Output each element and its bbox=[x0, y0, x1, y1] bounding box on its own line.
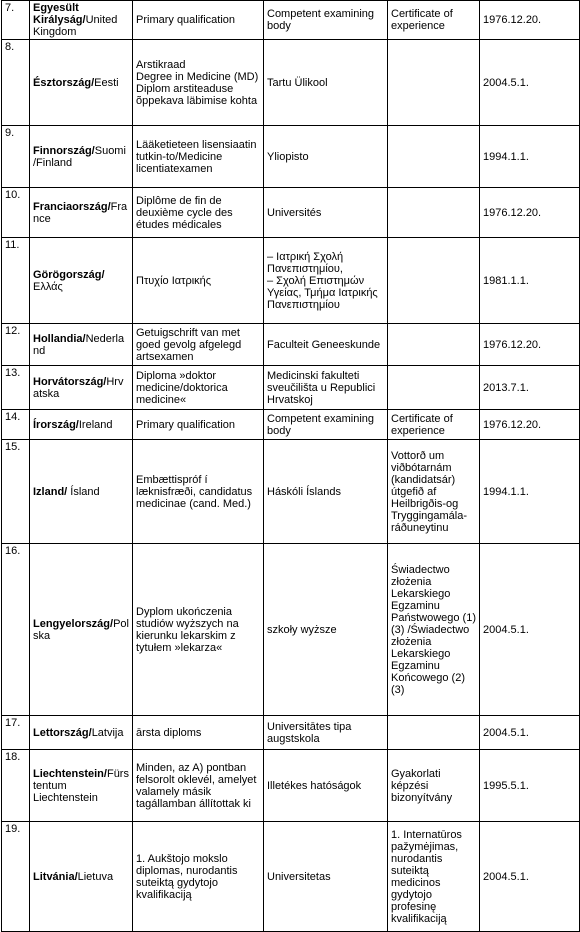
date-cell: 2004.5.1. bbox=[480, 40, 580, 126]
body-cell: Universitātes tipa augstskola bbox=[264, 716, 388, 750]
row-number: 9. bbox=[2, 126, 30, 188]
country-cell bbox=[30, 188, 133, 238]
date-cell: 1994.1.1. bbox=[480, 440, 580, 544]
country-name-native: Polska bbox=[33, 617, 129, 642]
body-cell: Universitetas bbox=[264, 822, 388, 932]
row-number: 8. bbox=[2, 40, 30, 126]
country-name-hu: Franciaország/ bbox=[33, 200, 111, 213]
country-cell bbox=[30, 716, 133, 750]
qualification-cell: Πτυχίο Ιατρικής bbox=[133, 238, 264, 324]
date-cell: 1994.1.1. bbox=[480, 126, 580, 188]
country-name-native: United Kingdom bbox=[33, 14, 118, 38]
date-cell: 2004.5.1. bbox=[480, 716, 580, 750]
certificate-cell: Certificate of experience bbox=[388, 1, 480, 40]
row-number: 13. bbox=[2, 366, 30, 410]
table-body bbox=[2, 1, 580, 932]
body-cell: – Ιατρική Σχολή Πανεπιστημίου, – Σχολή Επιστημών Υγείας, Τμήμα Ιατρικής Πανεπιστημίου bbox=[264, 238, 388, 324]
qualification-cell: 1. Aukštojo mokslo diplomas, nurodantis suteiktą gydytojo kvalifikaciją bbox=[133, 822, 264, 932]
country-cell bbox=[30, 1, 133, 40]
row-number: 7. bbox=[2, 1, 30, 40]
table-row bbox=[2, 750, 580, 822]
date-cell: 1976.12.20. bbox=[480, 1, 580, 40]
qualification-cell: Primary qualification bbox=[133, 410, 264, 440]
date-cell: 1981.1.1. bbox=[480, 238, 580, 324]
certificate-cell: 1. Internatūros pažymėjimas, nurodantis suteiktą medicinos gydytojo profesinę kvalifikaciją bbox=[388, 822, 480, 932]
country-name-hu: Írország/ bbox=[33, 418, 79, 431]
table-row bbox=[2, 822, 580, 932]
row-number: 10. bbox=[2, 188, 30, 238]
date-cell: 1976.12.20. bbox=[480, 188, 580, 238]
certificate-cell bbox=[388, 366, 480, 410]
table-row bbox=[2, 188, 580, 238]
country-cell bbox=[30, 40, 133, 126]
country-name-native: Nederland bbox=[33, 332, 125, 357]
country-name-hu: Litvánia/ bbox=[33, 870, 78, 883]
row-number: 16. bbox=[2, 544, 30, 716]
certificate-cell: Vottorð um viðbótarnám (kandidatsár) útgefið af Heilbrigðis-og Tryggingamála-ráðuneytinu bbox=[388, 440, 480, 544]
body-cell: szkoły wyższe bbox=[264, 544, 388, 716]
certificate-cell bbox=[388, 188, 480, 238]
country-cell bbox=[30, 440, 133, 544]
table-row bbox=[2, 440, 580, 544]
row-number: 12. bbox=[2, 324, 30, 366]
table-row bbox=[2, 544, 580, 716]
country-name-native: Eesti bbox=[94, 76, 119, 89]
date-cell: 2004.5.1. bbox=[480, 822, 580, 932]
body-cell: Competent examining body bbox=[264, 410, 388, 440]
country-name-hu: Izland/ bbox=[33, 485, 68, 498]
certificate-cell bbox=[388, 126, 480, 188]
certificate-cell: Gyakorlati képzési bizonyítvány bbox=[388, 750, 480, 822]
country-cell bbox=[30, 750, 133, 822]
row-number: 18. bbox=[2, 750, 30, 822]
country-name-native: Hrvatska bbox=[33, 375, 124, 400]
certificate-cell bbox=[388, 716, 480, 750]
country-name-hu: Finnország/ bbox=[33, 144, 95, 157]
country-name-native: France bbox=[33, 200, 128, 225]
body-cell: Illetékes hatóságok bbox=[264, 750, 388, 822]
table-row bbox=[2, 126, 580, 188]
row-number: 11. bbox=[2, 238, 30, 324]
country-cell bbox=[30, 126, 133, 188]
body-cell: Universités bbox=[264, 188, 388, 238]
country-cell bbox=[30, 822, 133, 932]
qualification-cell: ārsta diploms bbox=[133, 716, 264, 750]
date-cell: 1995.5.1. bbox=[480, 750, 580, 822]
country-cell bbox=[30, 410, 133, 440]
qualification-cell: Arstikraad Degree in Medicine (MD) Diplom arstiteaduse õppekava läbimise kohta bbox=[133, 40, 264, 126]
qualification-cell: Getuigschrift van met goed gevolg afgelegd artsexamen bbox=[133, 324, 264, 366]
country-name-native: Lietuva bbox=[77, 870, 114, 883]
country-name-native: Suomi /Finland bbox=[33, 144, 126, 169]
table-row bbox=[2, 324, 580, 366]
table-row bbox=[2, 366, 580, 410]
country-name-native: Fürstentum Liechtenstein bbox=[33, 767, 129, 804]
body-cell: Tartu Ülikool bbox=[264, 40, 388, 126]
country-name-native: Latvija bbox=[91, 726, 124, 739]
qualification-cell: Embættispróf í læknisfræði, candidatus medicinae (cand. Med.) bbox=[133, 440, 264, 544]
table-row bbox=[2, 1, 580, 40]
country-name-native: Ireland bbox=[78, 418, 113, 431]
country-name-hu: Hollandia/ bbox=[33, 332, 86, 345]
body-cell: Yliopisto bbox=[264, 126, 388, 188]
country-name-hu: Lengyelország/ bbox=[33, 617, 114, 630]
row-number: 14. bbox=[2, 410, 30, 440]
country-cell bbox=[30, 366, 133, 410]
body-cell: Competent examining body bbox=[264, 1, 388, 40]
country-name-hu: Horvátország/ bbox=[33, 375, 107, 388]
row-number: 17. bbox=[2, 716, 30, 750]
qualification-cell: Minden, az A) pontban felsorolt oklevél, amelyet valamely másik tagállamban állítottak ki bbox=[133, 750, 264, 822]
body-cell: Medicinski fakulteti sveučilišta u Republici Hrvatskoj bbox=[264, 366, 388, 410]
date-cell: 2013.7.1. bbox=[480, 366, 580, 410]
date-cell: 1976.12.20. bbox=[480, 410, 580, 440]
country-cell bbox=[30, 324, 133, 366]
country-cell bbox=[30, 544, 133, 716]
row-number: 15. bbox=[2, 440, 30, 544]
country-name-hu: Egyesült Királyság/ bbox=[33, 2, 86, 26]
qualification-cell: Diplôme de fin de deuxième cycle des études médicales bbox=[133, 188, 264, 238]
country-name-hu: Görögország/ bbox=[33, 268, 105, 281]
table-row bbox=[2, 716, 580, 750]
country-name-hu: Észtország/ bbox=[33, 76, 95, 89]
qualification-cell: Diploma »doktor medicine/doktorica medicine« bbox=[133, 366, 264, 410]
table-row bbox=[2, 238, 580, 324]
date-cell: 1976.12.20. bbox=[480, 324, 580, 366]
qualification-cell: Primary qualification bbox=[133, 1, 264, 40]
table-row bbox=[2, 40, 580, 126]
country-name-native: Ísland bbox=[67, 485, 100, 498]
country-name-native: Ελλάς bbox=[33, 280, 63, 293]
date-cell: 2004.5.1. bbox=[480, 544, 580, 716]
certificate-cell: Certificate of experience bbox=[388, 410, 480, 440]
table-row bbox=[2, 410, 580, 440]
country-cell bbox=[30, 238, 133, 324]
certificate-cell: Świadectwo złożenia Lekarskiego Egzaminu Państwowego (1) (3) /Świadectwo złożenia Lekarskiego Egzaminu Końcowego (2) (3) bbox=[388, 544, 480, 716]
certificate-cell bbox=[388, 238, 480, 324]
row-number: 19. bbox=[2, 822, 30, 932]
country-name-hu: Liechtenstein/ bbox=[33, 767, 107, 780]
body-cell: Faculteit Geneeskunde bbox=[264, 324, 388, 366]
body-cell: Háskóli Íslands bbox=[264, 440, 388, 544]
certificate-cell bbox=[388, 40, 480, 126]
certificate-cell bbox=[388, 324, 480, 366]
country-name-hu: Lettország/ bbox=[33, 726, 92, 739]
qualification-cell: Lääketieteen lisensiaatin tutkin-to/Medicine licentiatexamen bbox=[133, 126, 264, 188]
qualification-table bbox=[1, 0, 580, 932]
qualification-cell: Dyplom ukończenia studiów wyższych na kierunku lekarskim z tytułem »lekarza« bbox=[133, 544, 264, 716]
